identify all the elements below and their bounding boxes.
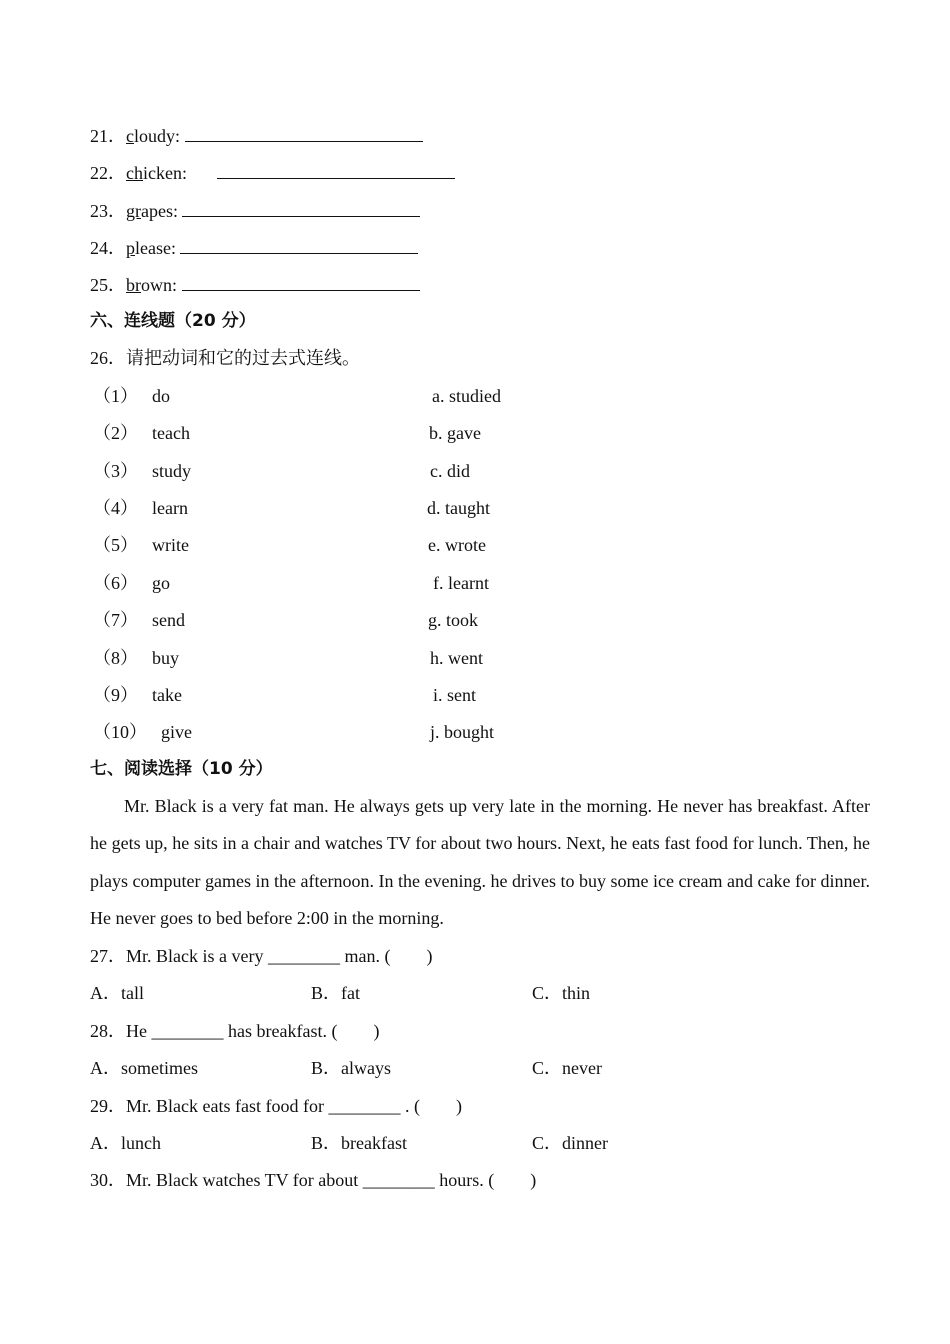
- match-right-item[interactable]: c. did: [430, 461, 470, 481]
- match-word: send: [152, 610, 185, 630]
- phonics-item-22: [90, 160, 455, 185]
- item-number: 21．: [90, 126, 126, 146]
- match-right-item[interactable]: i. sent: [433, 685, 476, 705]
- match-right-item[interactable]: j. bought: [430, 722, 495, 742]
- option-a[interactable]: A．sometimes: [90, 1058, 198, 1078]
- answer-blank[interactable]: [180, 235, 418, 254]
- option-b[interactable]: B．fat: [311, 983, 360, 1003]
- question-26: 26．请把动词和它的过去式连线。: [90, 348, 360, 368]
- match-word: do: [152, 386, 170, 406]
- phonics-item-25: [90, 272, 420, 297]
- match-word: learn: [152, 498, 188, 518]
- answer-blank[interactable]: [182, 198, 420, 217]
- underlined-letters: br: [126, 275, 141, 295]
- match-word: go: [152, 573, 170, 593]
- match-index: （5）: [93, 535, 138, 555]
- answer-blank[interactable]: [182, 272, 420, 291]
- match-left-item[interactable]: [93, 608, 185, 632]
- section-six-title: 六、连线题（20 分）: [90, 311, 256, 331]
- word-rest: lease:: [135, 238, 176, 258]
- match-word: give: [161, 722, 192, 742]
- match-index: （2）: [93, 423, 138, 443]
- match-left-item[interactable]: [93, 459, 191, 483]
- phonics-item-21: [90, 123, 423, 148]
- option-b[interactable]: B．breakfast: [311, 1133, 407, 1153]
- match-right-item[interactable]: b. gave: [429, 423, 481, 443]
- match-right-item[interactable]: f. learnt: [433, 573, 489, 593]
- match-right-item[interactable]: h. went: [430, 648, 483, 668]
- match-word: write: [152, 535, 189, 555]
- reading-passage: Mr. Black is a very fat man. He always gets up very late in the morning. He never has breakfast. After he gets up, he sits in a chair and watches TV for about two hours. Next, he eats fast food for lunch. Then, he plays computer games in the afternoon. In the evening. he drives to buy some ice cream and cake for dinner. He never goes to bed before 2:00 in the morning.: [90, 796, 870, 929]
- word-rest: icken:: [143, 163, 187, 183]
- match-right-item[interactable]: g. took: [428, 610, 479, 630]
- section-seven-title: 七、阅读选择（10 分）: [90, 759, 273, 779]
- match-right-item[interactable]: a. studied: [432, 386, 501, 406]
- phonics-item-24: [90, 235, 418, 260]
- match-right-item[interactable]: d. taught: [427, 498, 490, 518]
- match-left-item[interactable]: [93, 384, 170, 408]
- question-29: 29．Mr. Black eats fast food for ________ . ( ): [90, 1096, 462, 1116]
- match-index: （1）: [93, 386, 138, 406]
- match-index: （10）: [93, 722, 147, 742]
- match-left-item[interactable]: [93, 571, 170, 595]
- option-b[interactable]: B．always: [311, 1058, 391, 1078]
- match-left-item[interactable]: [93, 533, 189, 557]
- match-index: （9）: [93, 685, 138, 705]
- match-index: （3）: [93, 461, 138, 481]
- underlined-letters: c: [126, 126, 134, 146]
- match-left-item[interactable]: [93, 421, 190, 445]
- option-c[interactable]: C．dinner: [532, 1133, 608, 1153]
- match-index: （8）: [93, 648, 138, 668]
- match-right-item[interactable]: e. wrote: [428, 535, 486, 555]
- item-number: 22．: [90, 163, 126, 183]
- match-word: teach: [152, 423, 190, 443]
- option-a[interactable]: A．tall: [90, 983, 144, 1003]
- question-27: 27．Mr. Black is a very ________ man. ( ): [90, 946, 433, 966]
- match-left-item[interactable]: [93, 720, 192, 744]
- match-word: buy: [152, 648, 179, 668]
- phonics-item-23: [90, 198, 420, 223]
- match-word: study: [152, 461, 192, 481]
- underlined-letters: p: [126, 238, 135, 258]
- match-index: （4）: [93, 498, 138, 518]
- answer-blank[interactable]: [185, 123, 423, 142]
- word-rest: own:: [141, 275, 177, 295]
- question-30: 30．Mr. Black watches TV for about ________ hours. ( ): [90, 1170, 537, 1190]
- item-number: 25．: [90, 275, 126, 295]
- match-left-item[interactable]: [93, 496, 188, 520]
- question-28: 28．He ________ has breakfast. ( ): [90, 1021, 380, 1041]
- underlined-letters: ch: [126, 163, 143, 183]
- match-index: （6）: [93, 573, 138, 593]
- option-c[interactable]: C．never: [532, 1058, 602, 1078]
- word-rest: apes:: [141, 201, 178, 221]
- underlined-letters: gr: [126, 201, 141, 221]
- item-number: 24．: [90, 238, 126, 258]
- match-left-item[interactable]: [93, 646, 179, 670]
- match-word: take: [152, 685, 182, 705]
- word-rest: loudy:: [134, 126, 181, 146]
- option-c[interactable]: C．thin: [532, 983, 591, 1003]
- option-a[interactable]: A．lunch: [90, 1133, 161, 1153]
- match-index: （7）: [93, 610, 138, 630]
- item-number: 23．: [90, 201, 126, 221]
- match-left-item[interactable]: [93, 683, 182, 707]
- answer-blank[interactable]: [217, 160, 455, 179]
